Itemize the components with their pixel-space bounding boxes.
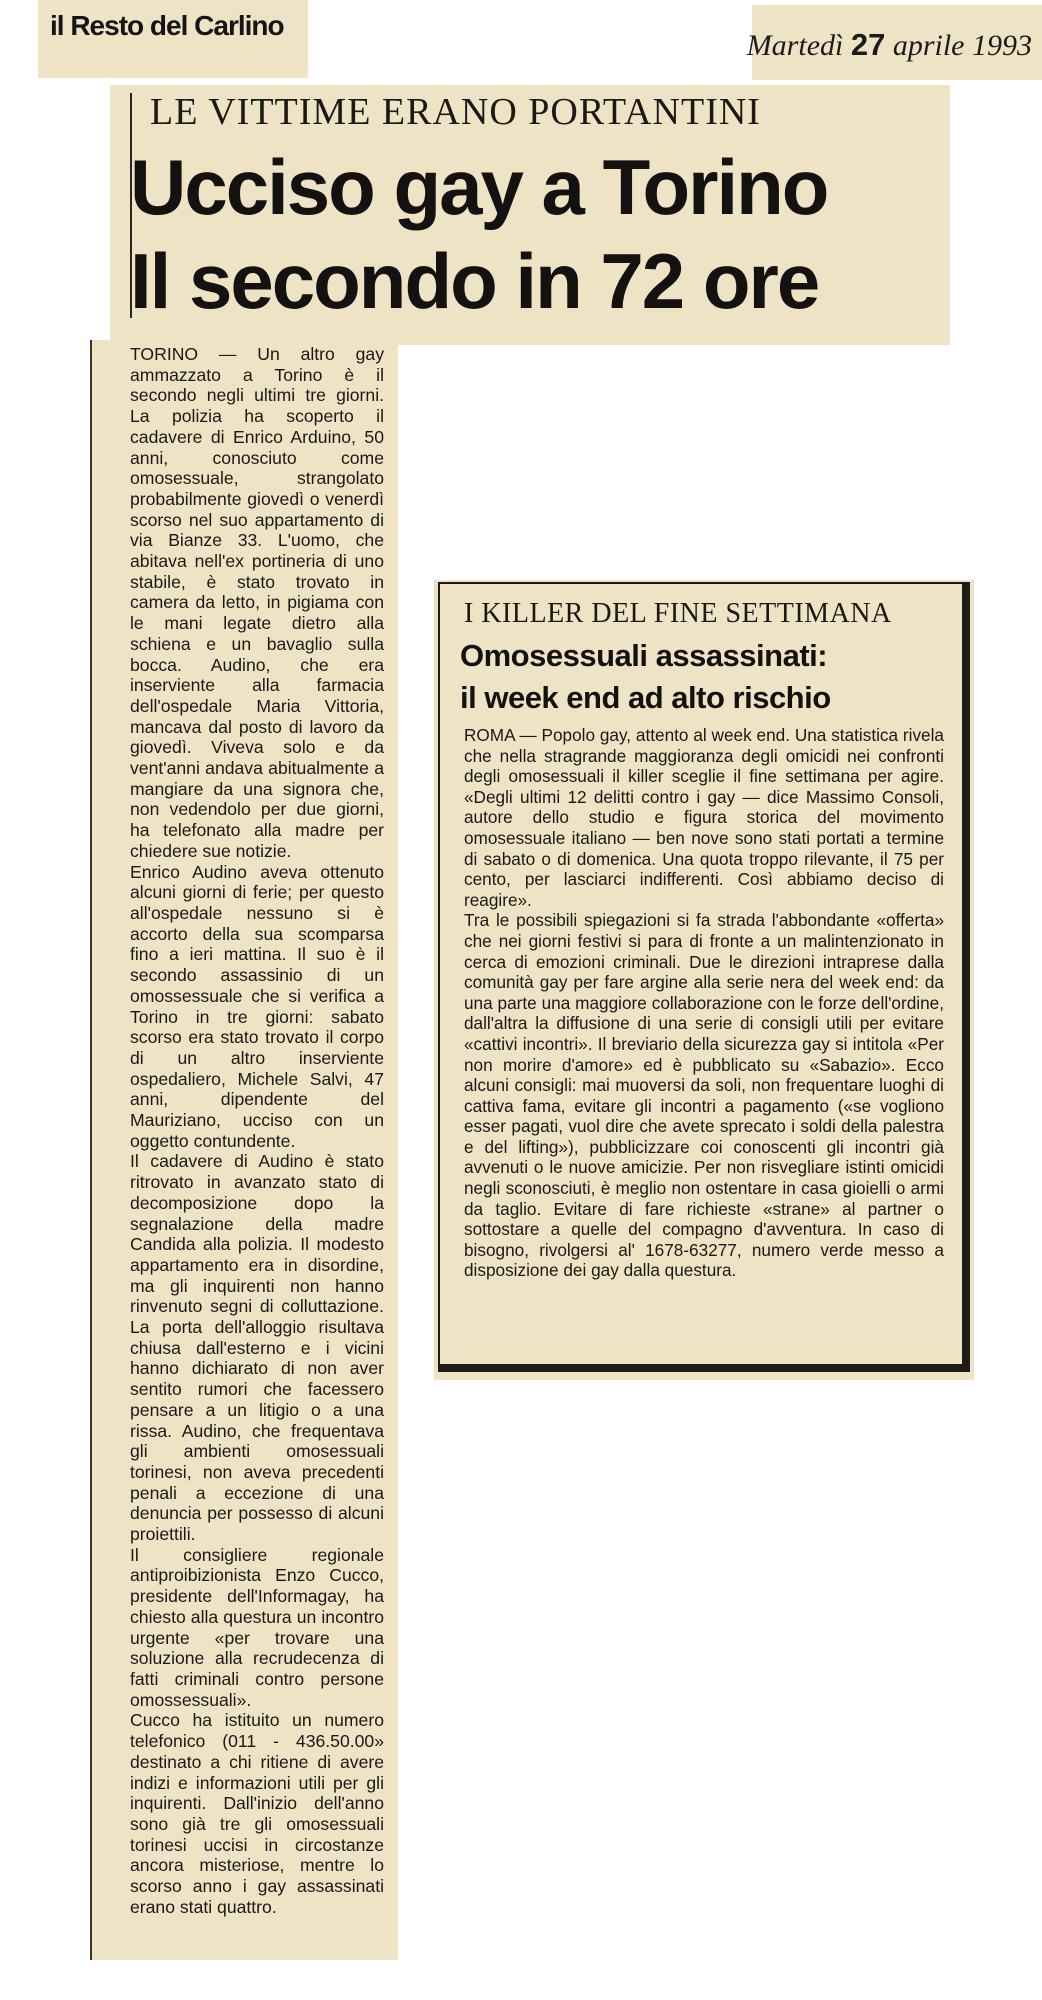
main-article-body	[130, 344, 384, 1917]
main-paragraph: Il cadavere di Audino è stato ritrovato in avanzato stato di decomposizione dopo la segnalazione della madre Candida alla polizia. Il modesto appartamento era in disordine, ma gli inquirenti non hanno rinvenuto segni di colluttazione. La porta dell'alloggio risultava chiusa dall'esterno e i vicini hanno dichiarato di non aver sentito rumori che facessero pensare a un litigio o a una rissa. Audino, che frequentava gli ambienti omosessuali torinesi, non aveva precedenti penali a eccezione di una denuncia per possesso di alcuni proiettili.	[130, 1151, 384, 1545]
main-paragraph: TORINO — Un altro gay ammazzato a Torino è il secondo negli ultimi tre giorni. La polizia ha scoperto il cadavere di Enrico Arduino, 50 anni, conosciuto come omosessuale, strangolato probabilmente giovedì o venerdì scorso nel suo appartamento di via Bianze 33. L'uomo, che abitava nell'ex portineria di uno stabile, è stato trovato in camera da letto, in pigiama con le mani legate dietro alla schiena e un bavaglio sulla bocca. Audino, che era inserviente alla farmacia dell'ospedale Maria Vittoria, mancava dal posto di lavoro da giovedì. Viveva solo e da vent'anni andava abitualmente a mangiare da una signora che, non vedendolo per due giorni, ha telefonato alla madre per chiedere sue notizie.	[130, 344, 384, 861]
main-paragraph: Il consigliere regionale antiproibizionista Enzo Cucco, presidente dell'Informagay, ha chiesto alla questura un incontro urgente «per trovare una soluzione alla recrudecenza di fatti criminali contro persone omossessuali».	[130, 1544, 384, 1710]
main-article-column	[90, 340, 398, 1960]
side-headline-line-2: il week end ad alto rischio	[460, 680, 831, 715]
side-article-body	[464, 725, 944, 1281]
main-paragraph: Enrico Audino aveva ottenuto alcuni giorni di ferie; per questo all'ospedale nessuno si è accorto della sua scomparsa fino a ieri mattina. Il suo è il secondo assassinio di un omossessuale che si verifica a Torino in tre giorni: sabato scorso era stato trovato il corpo di un altro inserviente ospedaliero, Michele Salvi, 47 anni, dipendente del Mauriziano, ucciso con un oggetto contundente.	[130, 861, 384, 1151]
side-paragraph: Tra le possibili spiegazioni si fa strada l'abbondante «offerta» che nei giorni festivi si para di fronte a un malintenzionato in cerca di emozioni criminali. Due le direzioni intraprese dalla comunità gay per fare argine alla serie nera del week end: da una parte una maggiore collaborazione con le forze dell'ordine, dall'altra la diffusione di una serie di consigli utili per evitare «cattivi incontri». Il breviario della sicurezza gay si intitola «Per non morire d'amore» ed è pubblicato su «Sabazio». Ecco alcuni consigli: mai muoversi da soli, non frequentare luoghi di cattiva fama, evitare gli incontri a pagamento («se vogliono esser pagati, vuol dire che avete sprecato i soldi della palestra e del lifting»), pubblicizzare coi conoscenti gli incontri già avvenuti o le nuove amicizie. Per non risvegliare istinti omicidi negli sconosciuti, è meglio non ostentare in casa gioielli o armi da taglio. Evitare di fare richieste «strane» al partner o sottostare a quelle del compagno d'avventura. In caso di bisogno, rivolgersi al' 1678-63277, numero verde messo a disposizione dei gay dalla questura.	[464, 910, 944, 1281]
side-paragraph: ROMA — Popolo gay, attento al week end. Una statistica rivela che nella stragrande maggioranza degli omicidi nei confronti degli omosessuali il killer sceglie il fine settimana per agire. «Degli ultimi 12 delitti contro i gay — dice Massimo Consoli, autore dello studio e figura storica del movimento omosessuale italiano — ben nove sono stati portati a termine di sabato o di domenica. Una quota troppo rilevante, il 75 per cento, per lasciarci indifferenti. Così abbiamo deciso di reagire».	[464, 725, 944, 910]
dateline-clipping	[746, 5, 1042, 80]
side-kicker: I KILLER DEL FINE SETTIMANA	[464, 598, 892, 629]
publication-date	[747, 27, 1032, 63]
date-month-year: aprile 1993	[892, 29, 1032, 62]
main-kicker: LE VITTIME ERANO PORTANTINI	[150, 91, 761, 133]
masthead-clipping	[38, 0, 308, 78]
side-headline-line-1: Omosessuali assassinati:	[460, 638, 828, 673]
main-headline	[130, 140, 950, 328]
column-rule	[90, 340, 92, 1960]
newspaper-name: il Resto del Carlino	[50, 10, 284, 41]
side-headline	[460, 635, 960, 719]
main-headline-line-2: Il secondo in 72 ore	[130, 237, 819, 325]
main-article-header	[110, 85, 950, 345]
date-day: 27	[850, 27, 886, 62]
date-weekday: Martedì	[746, 29, 844, 62]
main-paragraph: Cucco ha istituito un numero telefonico (011 - 436.50.00» destinato a chi ritiene di avere indizi e informazioni utili per gli inquirenti. Dall'inizio dell'anno sono già tre gli omosessuali torinesi uccisi in circostanze ancora misteriose, mentre lo scorso anno i gay assassinati erano stati quattro.	[130, 1710, 384, 1917]
main-headline-line-1: Ucciso gay a Torino	[130, 143, 828, 231]
side-article-box	[434, 580, 974, 1380]
